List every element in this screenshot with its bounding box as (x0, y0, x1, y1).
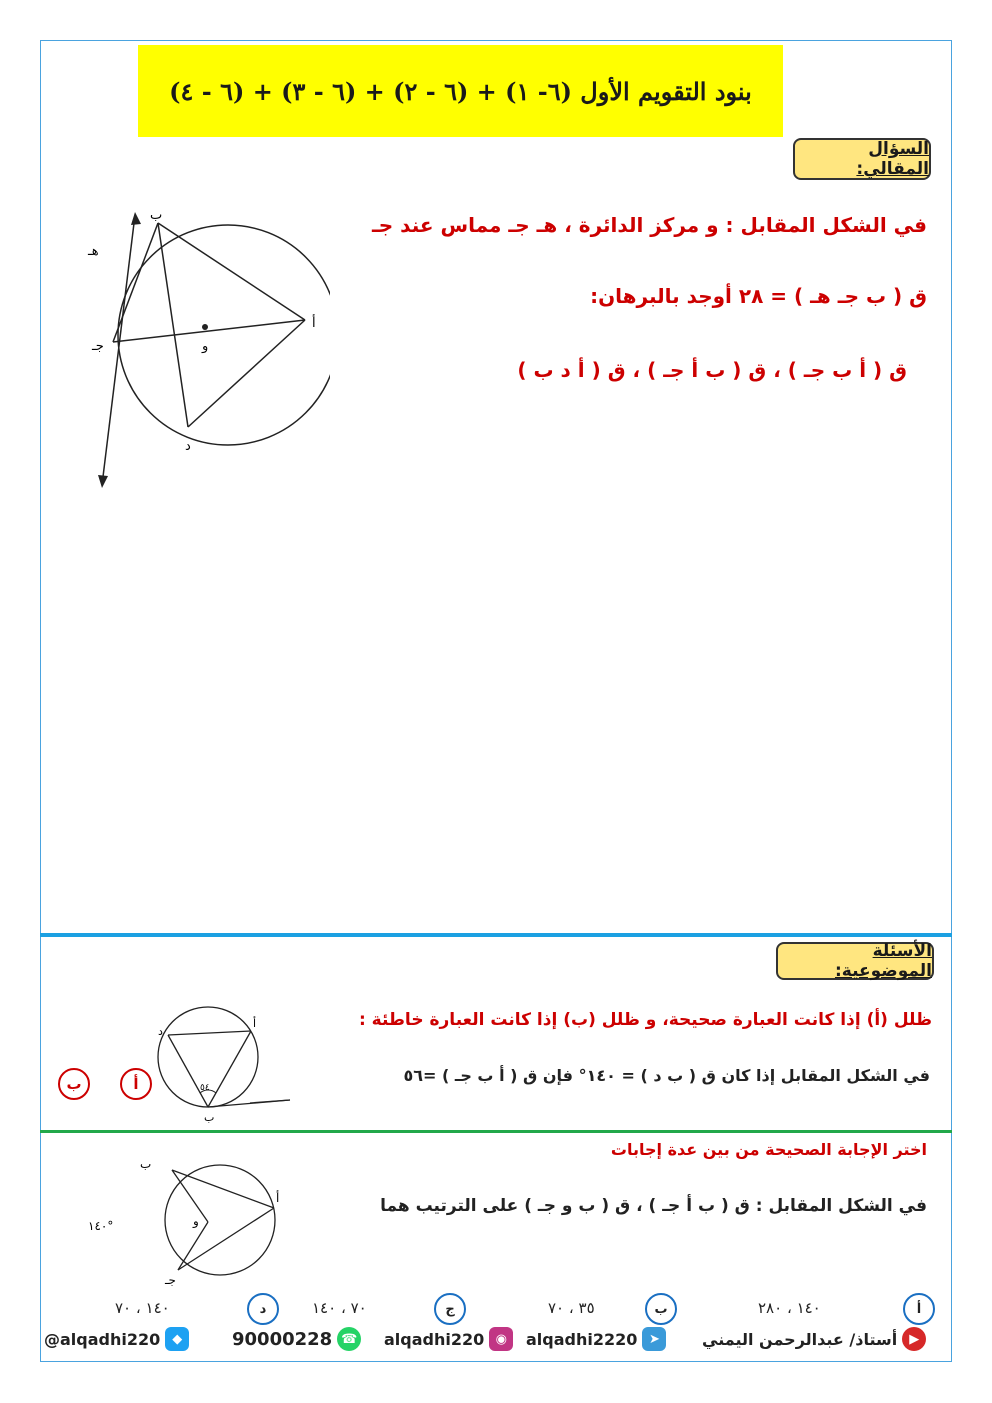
mcq-option-c-bubble[interactable]: ج (434, 1293, 466, 1325)
mcq-question: في الشكل المقابل : ق ( ب أ جـ ) ، ق ( ب و جـ ) على الترتيب هما (380, 1196, 927, 1216)
objective-circle-figure (150, 1005, 300, 1125)
fig2-label-b: ب (204, 1111, 215, 1124)
fig2-label-angle: ٥٤ (200, 1083, 210, 1093)
mcq-option-a-value: ١٤٠ ، ٢٨٠ (758, 1299, 821, 1317)
essay-circle-figure (80, 205, 330, 495)
mcq-option-c-value: ٧٠ ، ١٤٠ (312, 1299, 367, 1317)
objective-instruction: ظلل (أ) إذا كانت العبارة صحيحة، و ظلل (ب) إذا كانت العبارة خاطئة : (358, 1010, 932, 1030)
fig3-label-j: جـ (165, 1273, 176, 1287)
mcq-option-b-bubble[interactable]: ب (645, 1293, 677, 1325)
fig1-label-j: جـ (92, 339, 104, 354)
fig2-label-d: د (158, 1025, 163, 1038)
footer-whatsapp[interactable] (232, 1322, 366, 1356)
fig1-label-b: ب (150, 208, 163, 223)
telegram-handle: alqadhi2220 (526, 1329, 638, 1349)
fig2-label-a: أ (253, 1017, 257, 1030)
fig1-label-h: هـ (88, 244, 99, 259)
whatsapp-icon: ☎ (337, 1327, 361, 1351)
telegram-icon: ➤ (642, 1327, 666, 1351)
fig3-label-arc: ١٤٠° (88, 1219, 114, 1233)
section-divider-green (40, 1130, 952, 1133)
footer-twitter[interactable] (44, 1322, 194, 1356)
mcq-option-d-bubble[interactable]: د (247, 1293, 279, 1325)
title-banner (138, 45, 783, 137)
footer-telegram[interactable] (526, 1322, 671, 1356)
whatsapp-number: 90000228 (232, 1328, 333, 1350)
mcq-option-a-bubble[interactable]: أ (903, 1293, 935, 1325)
essay-tag: السؤال المقالي: (793, 138, 931, 180)
fig3-label-b: ب (140, 1157, 152, 1171)
mcq-instruction: اختر الإجابة الصحيحة من بين عدة إجابات (610, 1140, 927, 1159)
fig3-label-a: أ (276, 1191, 280, 1205)
instagram-icon: ◉ (489, 1327, 513, 1351)
teacher-name: أستاذ/ عبدالرحمن اليمني (702, 1329, 898, 1349)
youtube-icon: ▶ (902, 1327, 926, 1351)
instagram-handle: alqadhi220 (384, 1329, 485, 1349)
essay-line-3: ق ( أ ب جـ ) ، ق ( ب أ جـ ) ، ق ( أ د ب ) (517, 358, 907, 382)
objective-statement: في الشكل المقابل إذا كان ق ( ب د ) = ١٤٠° فإن ق ( أ ب جـ ) =٥٦ (403, 1066, 930, 1085)
fig1-label-d: د (185, 439, 191, 454)
mcq-option-d-value: ١٤٠ ، ٧٠ (115, 1299, 170, 1317)
option-a-bubble[interactable]: أ (120, 1068, 152, 1100)
section-divider-blue (40, 933, 952, 937)
mcq-option-b-value: ٣٥ ، ٧٠ (548, 1299, 595, 1317)
twitter-handle: @alqadhi220 (44, 1329, 161, 1349)
essay-line-2: ق ( ب جـ هـ ) = ٢٨ أوجد بالبرهان: (590, 284, 927, 308)
footer-instagram[interactable] (384, 1322, 518, 1356)
twitter-icon: ◆ (165, 1327, 189, 1351)
page-title: بنود التقويم الأول (٦- ١) + (٦ - ٢) + (٦ - ٣) + (٦ - ٤) (169, 76, 752, 106)
fig1-label-a: أ (312, 316, 316, 331)
mcq-circle-figure (80, 1150, 300, 1290)
fig3-label-w: و (193, 1214, 199, 1228)
fig1-label-w: و (202, 339, 209, 354)
option-b-bubble[interactable]: ب (58, 1068, 90, 1100)
essay-line-1: في الشكل المقابل : و مركز الدائرة ، هـ جـ مماس عند جـ (371, 213, 927, 237)
footer-teacher (702, 1322, 931, 1356)
objective-tag: الأسئلة الموضوعية: (776, 942, 934, 980)
